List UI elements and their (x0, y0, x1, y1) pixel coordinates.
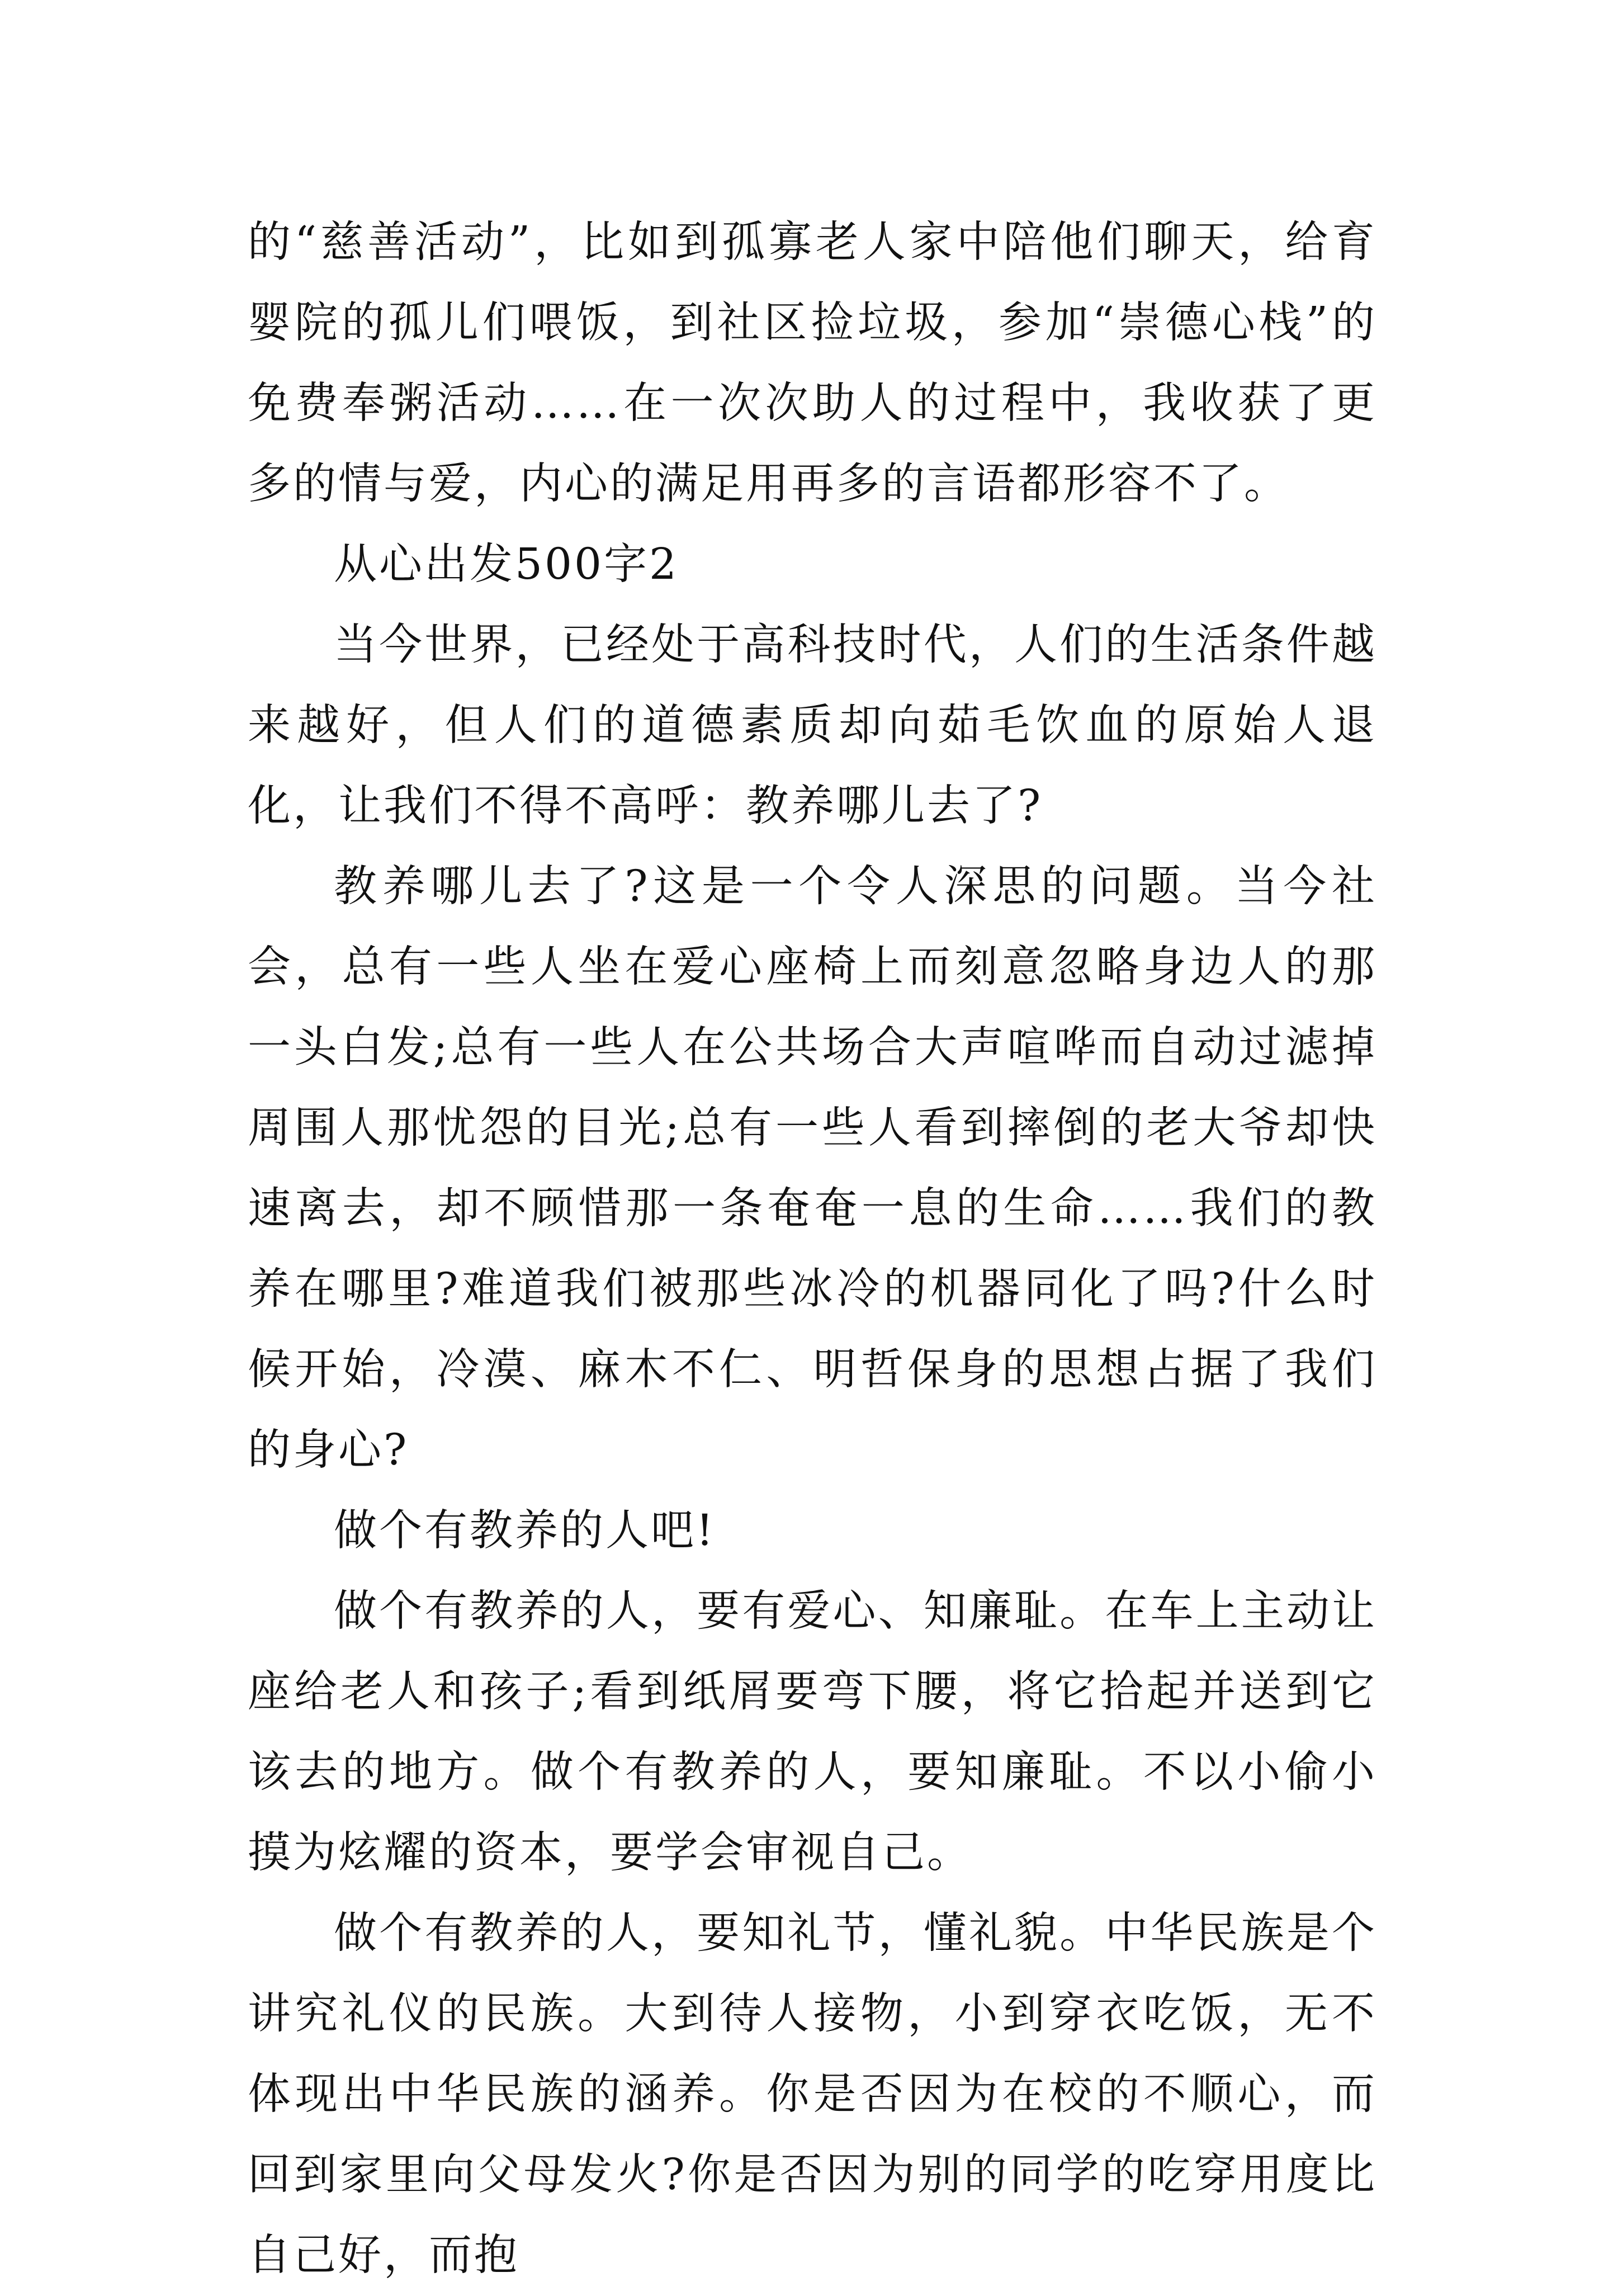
paragraph: 当今世界，已经处于高科技时代，人们的生活条件越来越好，但人们的道德素质却向茹毛饮血的原始人退化，让我们不得不高呼：教养哪儿去了? (248, 620, 1377, 831)
paragraph: 做个有教养的人吧! (334, 1506, 716, 1556)
paragraph-continuation: 的“慈善活动”，比如到孤寡老人家中陪他们聊天，给育婴院的孤儿们喂饭，到社区捡垃圾，参加“崇德心栈”的免费奉粥活动……在一次次助人的过程中，我收获了更多的情与爱，内心的满足用再多的言语都形容不了。 (248, 218, 1377, 509)
paragraph: 教养哪儿去了?这是一个令人深思的问题。当今社会，总有一些人坐在爱心座椅上而刻意忽略身边人的那一头白发;总有一些人在公共场合大声喧哗而自动过滤掉周围人那忧怨的目光;总有一些人看到摔倒的老大爷却快速离去，却不顾惜那一条奄奄一息的生命……我们的教养在哪里?难道我们被那些冰冷的机器同化了吗?什么时候开始，冷漠、麻木不仁、明哲保身的思想占据了我们的身心? (248, 862, 1377, 1475)
document-body (248, 202, 1377, 2296)
paragraph: 做个有教养的人，要知礼节，懂礼貌。中华民族是个讲究礼仪的民族。大到待人接物，小到穿衣吃饭，无不体现出中华民族的涵养。你是否因为在校的不顺心，而回到家里向父母发火?你是否因为别的同学的吃穿用度比自己好，而抱 (248, 1908, 1377, 2280)
section-heading: 从心出发500字2 (334, 540, 679, 589)
paragraph: 做个有教养的人，要有爱心、知廉耻。在车上主动让座给老人和孩子;看到纸屑要弯下腰，将它拾起并送到它该去的地方。做个有教养的人，要知廉耻。不以小偷小摸为炫耀的资本，要学会审视自己。 (248, 1586, 1377, 1878)
